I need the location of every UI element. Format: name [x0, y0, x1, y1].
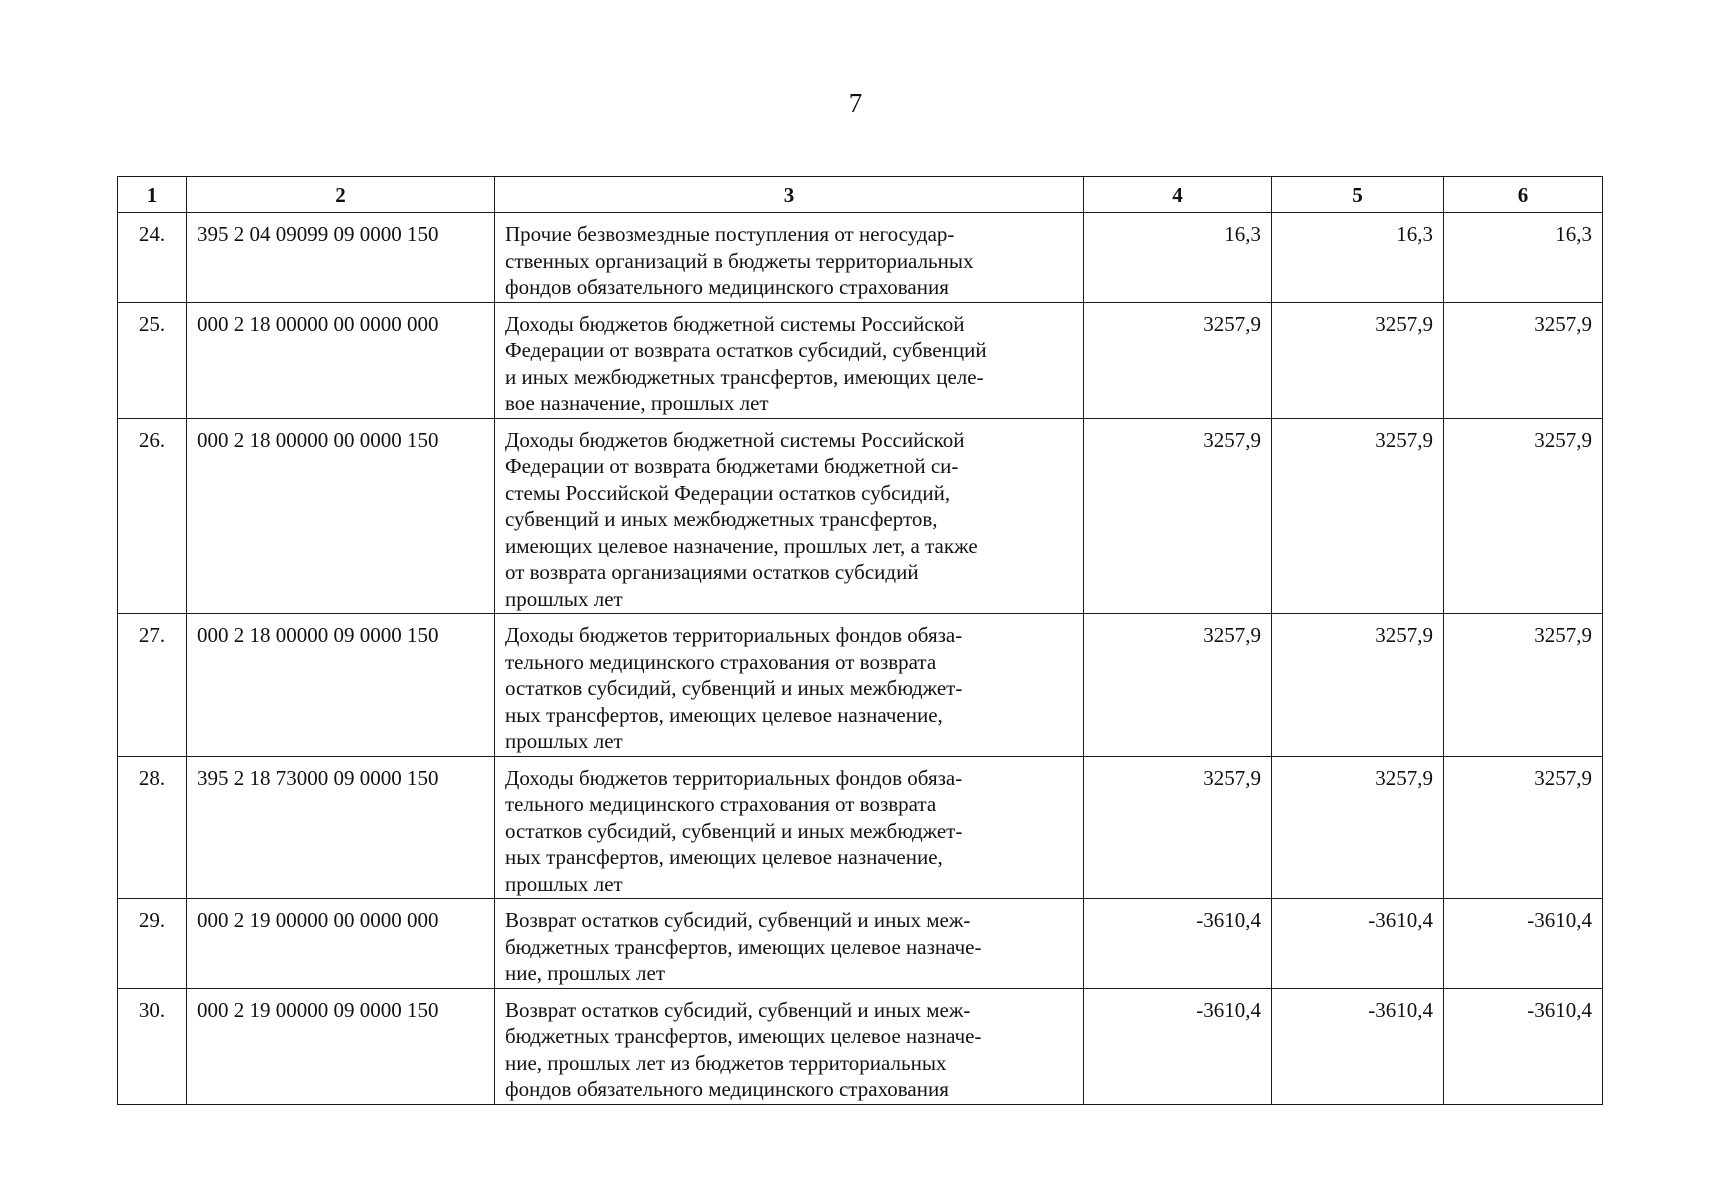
table-row: [118, 302, 1603, 418]
income-name-line: ных трансфертов, имеющих целевое назначение,: [505, 845, 943, 869]
table-row: [118, 418, 1603, 614]
income-name-line: и иных межбюджетных трансфертов, имеющих целе-: [505, 364, 984, 389]
income-name-line: остатков субсидий, субвенций и иных межбюджет-: [505, 676, 963, 700]
row-number-cell: 30.: [118, 988, 187, 1104]
value-cell-col5: 3257,9: [1272, 614, 1444, 757]
income-name-line: Федерации от возврата остатков субсидий, субвенций: [505, 338, 987, 362]
income-name-cell: [495, 302, 1084, 418]
income-name-cell: [495, 988, 1084, 1104]
value-cell-col5: 3257,9: [1272, 756, 1444, 899]
header-cell-col1: 1: [118, 177, 187, 213]
income-name-line: прошлых лет: [505, 871, 623, 896]
value-cell-col5: 3257,9: [1272, 418, 1444, 614]
income-name-line: ние, прошлых лет из бюджетов территориальных: [505, 1050, 947, 1075]
income-name-cell: [495, 213, 1084, 303]
value-cell-col4: 3257,9: [1084, 756, 1272, 899]
row-number-cell: 28.: [118, 756, 187, 899]
income-name-line: тельного медицинского страхования от возврата: [505, 649, 937, 674]
income-name-line: Возврат остатков субсидий, субвенций и иных меж-: [505, 997, 971, 1022]
table-body: [118, 213, 1603, 1105]
header-cell-col2: 2: [187, 177, 495, 213]
income-name-line: от возврата организациями остатков субсидий: [505, 560, 919, 584]
budget-code-cell: 395 2 04 09099 09 0000 150: [187, 213, 495, 303]
income-name-line: Доходы бюджетов бюджетной системы Российской: [505, 427, 965, 452]
header-cell-col5: 5: [1272, 177, 1444, 213]
budget-code-cell: 000 2 18 00000 00 0000 000: [187, 302, 495, 418]
value-cell-col6: 3257,9: [1444, 614, 1603, 757]
income-name-line: ных трансфертов, имеющих целевое назначение,: [505, 702, 943, 727]
income-name-line: Доходы бюджетов территориальных фондов обяза-: [505, 765, 963, 790]
budget-code-cell: 395 2 18 73000 09 0000 150: [187, 756, 495, 899]
value-cell-col6: 3257,9: [1444, 418, 1603, 614]
header-cell-col6: 6: [1444, 177, 1603, 213]
value-cell-col4: 3257,9: [1084, 418, 1272, 614]
budget-table: [117, 176, 1603, 1105]
row-number-cell: 25.: [118, 302, 187, 418]
budget-code-cell: 000 2 19 00000 00 0000 000: [187, 899, 495, 989]
table-row: [118, 756, 1603, 899]
income-name-line: Доходы бюджетов бюджетной системы Российской: [505, 311, 965, 336]
value-cell-col6: -3610,4: [1444, 988, 1603, 1104]
table-row: [118, 899, 1603, 989]
income-name-line: тельного медицинского страхования от возврата: [505, 792, 937, 816]
income-name-line: вое назначение, прошлых лет: [505, 391, 769, 415]
header-cell-col4: 4: [1084, 177, 1272, 213]
budget-code-cell: 000 2 18 00000 09 0000 150: [187, 614, 495, 757]
income-name-cell: [495, 614, 1084, 757]
value-cell-col6: 3257,9: [1444, 302, 1603, 418]
table-row: [118, 614, 1603, 757]
value-cell-col4: -3610,4: [1084, 988, 1272, 1104]
value-cell-col5: 16,3: [1272, 213, 1444, 303]
value-cell-col5: 3257,9: [1272, 302, 1444, 418]
table-row: [118, 213, 1603, 303]
value-cell-col4: -3610,4: [1084, 899, 1272, 989]
income-name-cell: [495, 899, 1084, 989]
header-cell-col3: 3: [495, 177, 1084, 213]
budget-code-cell: 000 2 18 00000 00 0000 150: [187, 418, 495, 614]
income-name-line: ние, прошлых лет: [505, 961, 666, 985]
income-name-line: Доходы бюджетов территориальных фондов обяза-: [505, 623, 963, 647]
page-number: 7: [848, 88, 863, 118]
income-name-line: бюджетных трансфертов, имеющих целевое назначе-: [505, 934, 982, 959]
value-cell-col4: 16,3: [1084, 213, 1272, 303]
row-number-cell: 29.: [118, 899, 187, 989]
income-name-line: фондов обязательного медицинского страхования: [505, 275, 949, 299]
value-cell-col5: -3610,4: [1272, 988, 1444, 1104]
value-cell-col6: -3610,4: [1444, 899, 1603, 989]
income-name-line: прошлых лет: [505, 586, 623, 611]
row-number-cell: 24.: [118, 213, 187, 303]
income-name-line: бюджетных трансфертов, имеющих целевое назначе-: [505, 1024, 982, 1048]
value-cell-col6: 16,3: [1444, 213, 1603, 303]
header-row: [118, 177, 1603, 213]
income-name-cell: [495, 756, 1084, 899]
budget-code-cell: 000 2 19 00000 09 0000 150: [187, 988, 495, 1104]
income-name-line: прошлых лет: [505, 729, 623, 753]
income-name-line: стемы Российской Федерации остатков субсидий,: [505, 480, 951, 505]
income-name-line: остатков субсидий, субвенций и иных межбюджет-: [505, 818, 963, 843]
value-cell-col6: 3257,9: [1444, 756, 1603, 899]
income-name-line: Возврат остатков субсидий, субвенций и иных меж-: [505, 908, 971, 932]
value-cell-col4: 3257,9: [1084, 302, 1272, 418]
income-name-line: субвенций и иных межбюджетных трансфертов,: [505, 507, 938, 531]
value-cell-col5: -3610,4: [1272, 899, 1444, 989]
row-number-cell: 26.: [118, 418, 187, 614]
table-row: [118, 988, 1603, 1104]
income-name-line: Прочие безвозмездные поступления от негосудар-: [505, 222, 955, 246]
income-name-line: Федерации от возврата бюджетами бюджетной си-: [505, 454, 959, 478]
income-name-cell: [495, 418, 1084, 614]
income-name-line: ственных организаций в бюджеты территориальных: [505, 248, 974, 273]
income-name-line: фондов обязательного медицинского страхования: [505, 1077, 949, 1101]
value-cell-col4: 3257,9: [1084, 614, 1272, 757]
income-name-line: имеющих целевое назначение, прошлых лет, а также: [505, 533, 978, 558]
row-number-cell: 27.: [118, 614, 187, 757]
